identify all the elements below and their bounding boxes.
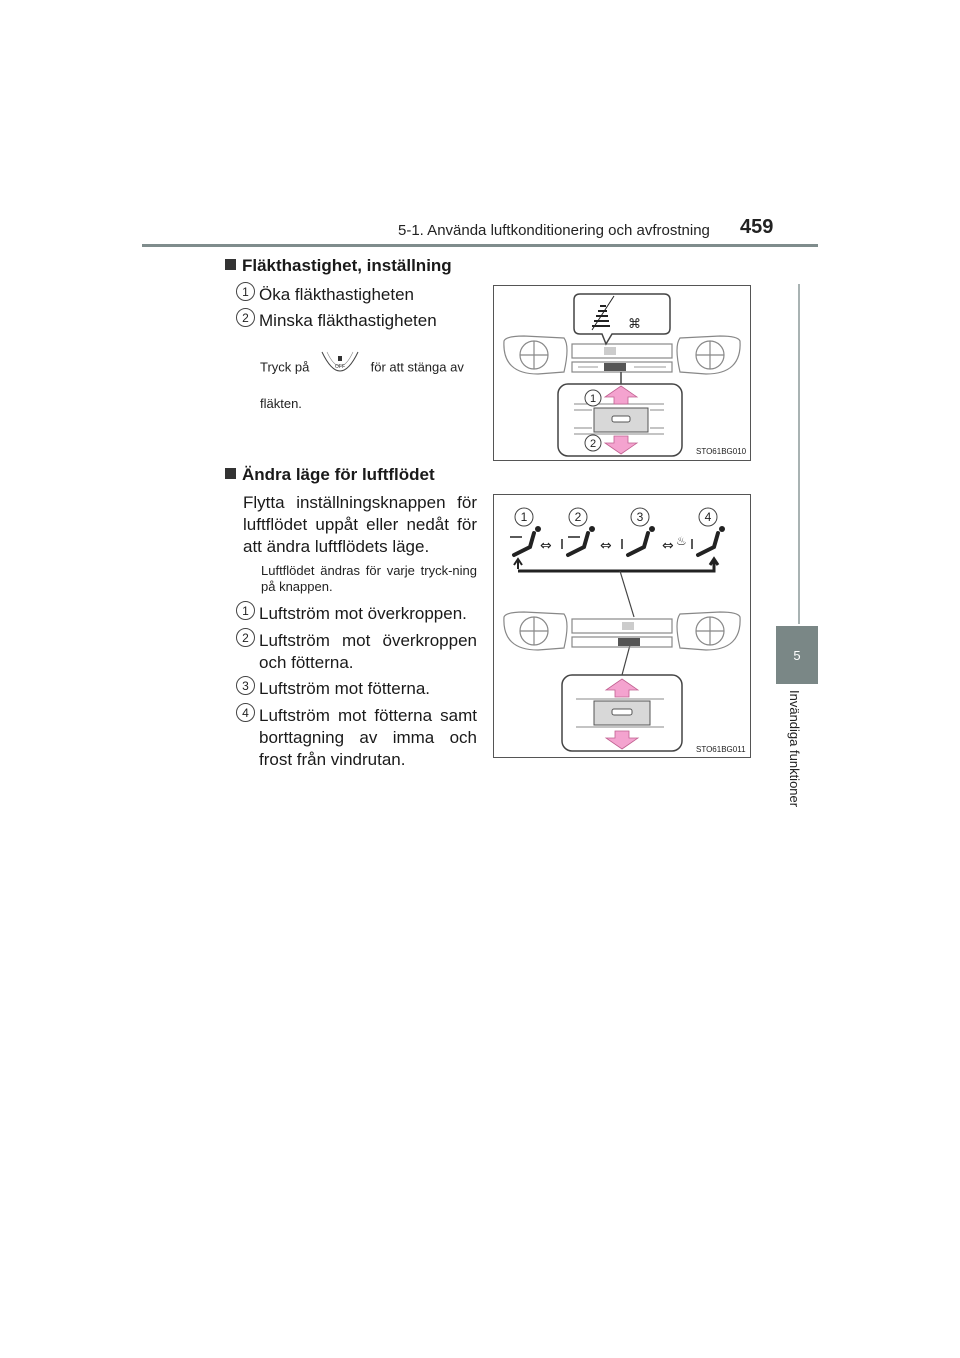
svg-text:4: 4 bbox=[704, 510, 712, 524]
svg-text:1: 1 bbox=[589, 393, 597, 405]
svg-text:⌘: ⌘ bbox=[628, 317, 641, 332]
off-button-icon bbox=[319, 350, 361, 386]
item-number: 4 bbox=[236, 703, 255, 722]
chapter-tab[interactable] bbox=[776, 626, 818, 684]
chapter-side-label bbox=[786, 690, 806, 830]
svg-text:1: 1 bbox=[520, 510, 528, 524]
section-heading-fan-speed bbox=[225, 256, 452, 276]
svg-text:⇔: ⇔ bbox=[662, 538, 674, 554]
section-heading-airflow bbox=[225, 465, 435, 485]
svg-text:2: 2 bbox=[574, 510, 582, 524]
section-heading-text: Fläkthastighet, inställning bbox=[242, 256, 452, 275]
svg-text:2: 2 bbox=[589, 438, 597, 450]
item-number: 2 bbox=[236, 308, 255, 327]
chapter-side-label-text: Invändiga funktioner bbox=[787, 690, 802, 808]
item-text: Luftström mot överkroppen. bbox=[259, 604, 467, 623]
chapter-tab-number: 5 bbox=[793, 647, 801, 663]
airflow-note: Luftflödet ändras för varje tryck-ning på knappen. bbox=[261, 563, 477, 594]
bullet-square-icon bbox=[225, 468, 236, 479]
section-heading-text: Ändra läge för luftflödet bbox=[242, 465, 435, 484]
item-text: Luftström mot fötterna. bbox=[259, 679, 431, 698]
item-number: 3 bbox=[236, 676, 255, 695]
figure-fan-speed bbox=[493, 285, 751, 461]
chapter-title: 5-1. Använda luftkonditionering och avfrostning bbox=[398, 222, 710, 239]
item-number: 1 bbox=[236, 282, 255, 301]
svg-text:3: 3 bbox=[636, 510, 644, 524]
airflow-body: Flytta inställningsknappen för luftflödet uppåt eller nedåt för att ändra luftflödets läge. bbox=[243, 493, 477, 556]
item-number: 1 bbox=[236, 601, 255, 620]
svg-text:♨: ♨ bbox=[676, 534, 687, 548]
item-text: Luftström mot överkroppen och fötterna. bbox=[259, 631, 477, 672]
side-rule bbox=[798, 284, 800, 624]
item-text: Luftström mot fötterna samt borttagning av imma och frost från vindrutan. bbox=[259, 706, 477, 769]
figure-code: STO61BG011 bbox=[696, 745, 746, 754]
figure-airflow bbox=[493, 494, 751, 758]
airflow-illustration bbox=[494, 495, 750, 757]
svg-text:⇔: ⇔ bbox=[540, 538, 552, 554]
bullet-square-icon bbox=[225, 259, 236, 270]
svg-text:OFF: OFF bbox=[334, 364, 345, 370]
fan-speed-illustration bbox=[494, 286, 750, 460]
item-number: 2 bbox=[236, 628, 255, 647]
item-text: Öka fläkthastigheten bbox=[259, 285, 414, 304]
note-fan-off: Tryck på OFF för att stänga av fläkten. bbox=[260, 350, 465, 412]
item-text: Minska fläkthastigheten bbox=[259, 311, 437, 330]
header-rule bbox=[142, 244, 818, 247]
figure-code: STO61BG010 bbox=[696, 447, 747, 456]
svg-text:⇔: ⇔ bbox=[600, 538, 612, 554]
page-number: 459 bbox=[740, 216, 774, 238]
